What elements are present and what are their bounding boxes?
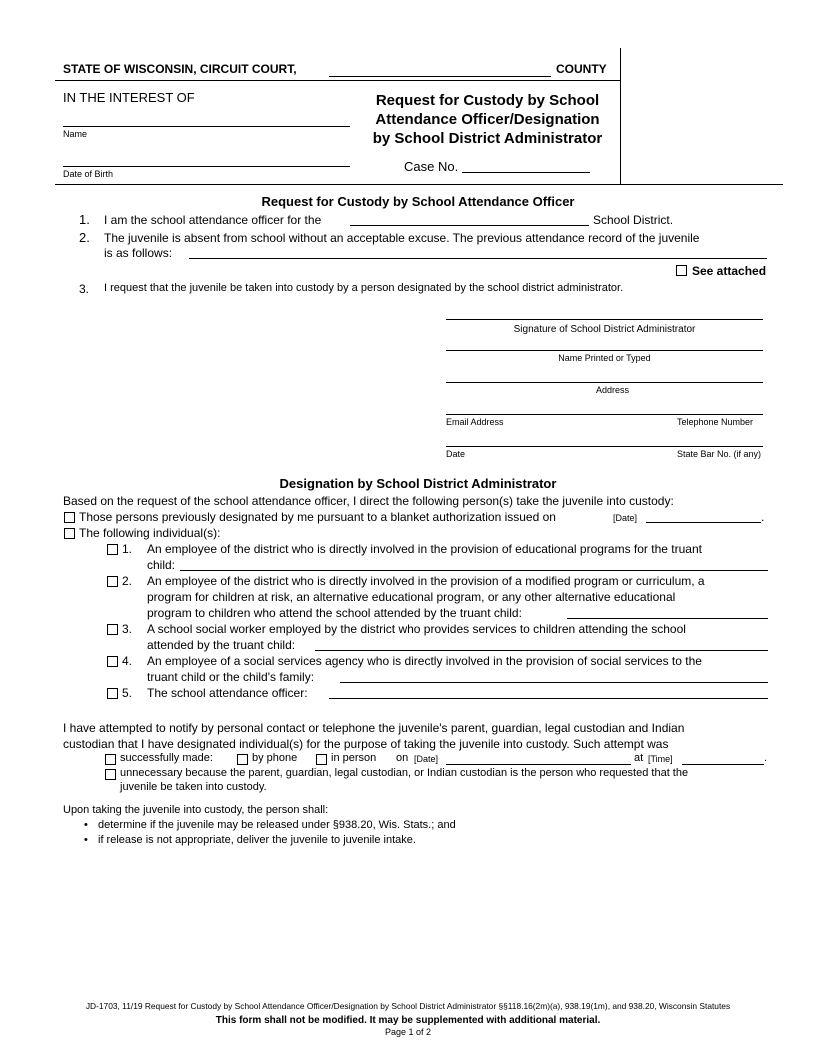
- individual-1-field[interactable]: [180, 570, 768, 571]
- school-district-field[interactable]: [350, 225, 589, 226]
- item2-number: 2.: [79, 230, 90, 245]
- printed-name-caption: Name Printed or Typed: [558, 353, 651, 363]
- individual-2-checkbox[interactable]: [107, 576, 118, 587]
- individual-1-checkbox[interactable]: [107, 544, 118, 555]
- individual-1-text: An employee of the district who is directly involved in the provision of educational programs for the truant: [147, 542, 702, 556]
- notify-time-tag: [Time]: [648, 754, 673, 764]
- item2-text-2: is as follows:: [104, 246, 173, 260]
- notify-text-2: custodian that I have designated individual(s) for the purpose of taking the juvenile into custody. Such attempt was: [63, 737, 669, 751]
- blanket-authorization-label: Those persons previously designated by me pursuant to a blanket authorization issued on: [79, 510, 556, 524]
- notify-text: I have attempted to notify by personal contact or telephone the juvenile's parent, guardian, legal custodian and Indian: [63, 721, 685, 735]
- form-title: [355, 91, 620, 148]
- case-no-field[interactable]: [462, 172, 590, 173]
- email-phone-field[interactable]: [446, 414, 763, 415]
- individual-1-text-2: child:: [147, 558, 176, 572]
- in-person-checkbox[interactable]: [316, 754, 327, 765]
- blanket-date-field[interactable]: [646, 522, 761, 523]
- individual-1-number: 1.: [122, 542, 133, 556]
- item2-text: The juvenile is absent from school without an acceptable excuse. The previous attendance record of the juvenile: [104, 231, 700, 245]
- email-caption: Email Address: [446, 417, 504, 427]
- footer-page-number: Page 1 of 2: [384, 1027, 432, 1037]
- dob-caption: Date of Birth: [63, 169, 114, 179]
- interest-label: IN THE INTEREST OF: [63, 90, 195, 105]
- county-field[interactable]: [329, 76, 551, 77]
- individual-3-number: 3.: [122, 622, 133, 636]
- item1-number: 1.: [79, 212, 90, 227]
- individual-3-text-2: attended by the truant child:: [147, 638, 296, 652]
- following-individuals-label: The following individual(s):: [79, 526, 221, 540]
- see-attached-label: See attached: [692, 264, 767, 278]
- designation-heading: Designation by School District Administrator: [279, 476, 557, 491]
- juvenile-name-field[interactable]: [63, 126, 350, 127]
- date-bar-field[interactable]: [446, 446, 763, 447]
- upon-intro: Upon taking the juvenile into custody, the person shall:: [63, 804, 329, 816]
- individual-4-text-2: truant child or the child's family:: [147, 670, 315, 684]
- individual-2-field[interactable]: [567, 618, 768, 619]
- by-phone-label: by phone: [252, 752, 298, 764]
- header-bottom-border: [55, 184, 783, 185]
- individual-4-checkbox[interactable]: [107, 656, 118, 667]
- blanket-date-tag: [Date]: [613, 513, 638, 523]
- bar-no-caption: State Bar No. (if any): [677, 449, 762, 459]
- unnecessary-text: unnecessary because the parent, guardian, legal custodian, or Indian custodian is the person who requested that the: [120, 767, 689, 779]
- unnecessary-checkbox[interactable]: [105, 769, 116, 780]
- title-line-2: Attendance Officer/Designation: [375, 111, 600, 128]
- individual-5-field[interactable]: [329, 698, 768, 699]
- title-line-3: by School District Administrator: [372, 130, 603, 147]
- by-phone-checkbox[interactable]: [237, 754, 248, 765]
- footer-citation: JD-1703, 11/19 Request for Custody by School Attendance Officer/Designation by School District Administrator §§118.16(2m)(a), 938.19(1m), and 938.20, Wisconsin Statutes: [85, 1001, 731, 1011]
- notify-date-field[interactable]: [446, 764, 631, 765]
- attendance-record-field[interactable]: [189, 258, 767, 259]
- court-line-divider: [55, 80, 620, 81]
- phone-caption: Telephone Number: [677, 417, 754, 427]
- individual-4-field[interactable]: [340, 682, 768, 683]
- unnecessary-text-2: juvenile be taken into custody.: [120, 781, 267, 793]
- individual-2-text-3: program to children who attend the school attended by the truant child:: [147, 606, 522, 620]
- individual-5-number: 5.: [122, 686, 133, 700]
- successfully-made-checkbox[interactable]: [105, 754, 116, 765]
- individual-3-text: A school social worker employed by the district who provides services to children attending the school: [147, 622, 686, 636]
- address-caption: Address: [595, 385, 630, 395]
- upon-bullet-1: • determine if the juvenile may be released under §938.20, Wis. Stats.; and: [98, 819, 456, 831]
- address-field[interactable]: [446, 382, 763, 383]
- printed-name-field[interactable]: [446, 350, 763, 351]
- signature-field[interactable]: [446, 319, 763, 320]
- individual-5-checkbox[interactable]: [107, 688, 118, 699]
- individual-2-text: An employee of the district who is directly involved in the provision of a modified program or curriculum, a: [147, 574, 705, 588]
- individual-3-field[interactable]: [315, 650, 768, 651]
- title-line-1: Request for Custody by School: [375, 92, 600, 109]
- notify-date-tag: [Date]: [414, 754, 439, 764]
- item1-suffix: School District.: [593, 213, 674, 227]
- footer-notice: This form shall not be modified. It may be supplemented with additional material.: [215, 1015, 601, 1026]
- blanket-period: .: [761, 510, 765, 524]
- designation-intro: Based on the request of the school attendance officer, I direct the following person(s) take the juvenile into custody:: [63, 494, 674, 508]
- dob-field[interactable]: [63, 166, 350, 167]
- following-individuals-checkbox[interactable]: [64, 528, 75, 539]
- name-caption: Name: [63, 129, 88, 139]
- header-right-border: [620, 48, 621, 185]
- blanket-authorization-checkbox[interactable]: [64, 512, 75, 523]
- date-caption: Date: [446, 449, 466, 459]
- successfully-made-label: successfully made:: [120, 752, 213, 764]
- notify-time-field[interactable]: [682, 764, 764, 765]
- item3-text: I request that the juvenile be taken into custody by a person designated by the school district administrator.: [104, 282, 624, 294]
- see-attached-checkbox[interactable]: [676, 265, 687, 276]
- individual-2-number: 2.: [122, 574, 133, 588]
- at-label: at: [634, 752, 644, 764]
- court-label: STATE OF WISCONSIN, CIRCUIT COURT,: [63, 62, 297, 76]
- individual-5-text: The school attendance officer:: [147, 686, 308, 700]
- notify-period: .: [764, 752, 768, 764]
- on-label: on: [396, 752, 409, 764]
- individual-4-number: 4.: [122, 654, 133, 668]
- individual-3-checkbox[interactable]: [107, 624, 118, 635]
- item1-text: I am the school attendance officer for the: [104, 213, 322, 227]
- individual-4-text: An employee of a social services agency who is directly involved in the provision of social services to the: [147, 654, 702, 668]
- county-label: COUNTY: [556, 62, 607, 76]
- in-person-label: in person: [331, 752, 377, 764]
- signature-caption: Signature of School District Administrator: [513, 324, 696, 335]
- item3-number: 3.: [79, 282, 90, 296]
- individual-2-text-2: program for children at risk, an alternative educational program, or any other alternative educational: [147, 590, 676, 604]
- upon-bullet-2: • if release is not appropriate, deliver the juvenile to juvenile intake.: [98, 834, 416, 846]
- case-no-label: Case No.: [404, 159, 459, 174]
- request-heading: Request for Custody by School Attendance Officer: [261, 194, 575, 209]
